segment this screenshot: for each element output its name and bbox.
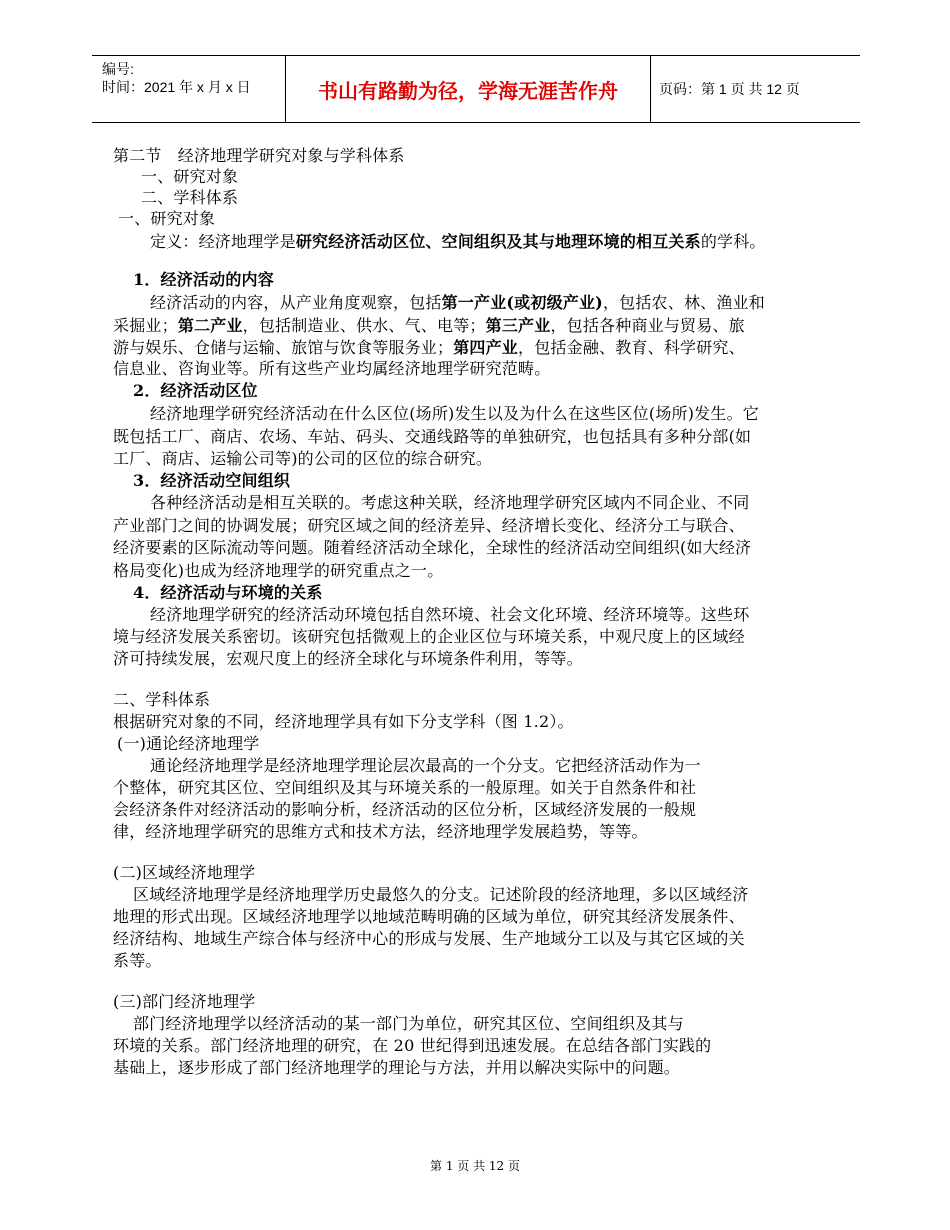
- header-number-label: 编号:: [102, 61, 134, 77]
- subsection-heading: 1．经济活动的内容: [133, 270, 274, 289]
- paragraph-line: 信息业、咨询业等。所有这些产业均属经济地理学研究范畴。: [113, 359, 551, 378]
- paragraph-line: 根据研究对象的不同，经济地理学具有如下分支学科（图 1.2）。: [113, 712, 574, 731]
- outline-item: 二、学科体系: [141, 188, 239, 207]
- subsection-heading: 4．经济活动与环境的关系: [133, 583, 323, 602]
- paragraph-line: 地理的形式出现。区域经济地理学以地域范畴明确的区域为单位，研究其经济发展条件、: [113, 907, 745, 926]
- paragraph-line: 游与娱乐、仓储与运输、旅馆与饮食等服务业；第四产业，包括金融、教育、科学研究、: [113, 338, 745, 357]
- paragraph-line: 部门经济地理学以经济活动的某一部门为单位，研究其区位、空间组织及其与: [133, 1014, 684, 1033]
- outline-item: 一、研究对象: [141, 167, 239, 186]
- paragraph-line: 经济活动的内容，从产业角度观察，包括第一产业(或初级产业)，包括农、林、渔业和: [150, 293, 765, 312]
- paragraph-line: 境与经济发展关系密切。该研究包括微观上的企业区位与环境关系，中观尺度上的区域经: [113, 627, 745, 646]
- subsection-heading: 3．经济活动空间组织: [133, 471, 291, 490]
- section-title: 第二节 经济地理学研究对象与学科体系: [113, 146, 405, 165]
- paragraph-line: 个整体，研究其区位、空间组织及其与环境关系的一般原理。如关于自然条件和社: [113, 778, 697, 797]
- paragraph-line: 基础上，逐步形成了部门经济地理学的理论与方法，并用以解决实际中的问题。: [113, 1058, 681, 1077]
- paragraph-line: 经济地理学研究经济活动在什么区位(场所)发生以及为什么在这些区位(场所)发生。它: [150, 404, 759, 423]
- page-header: [92, 55, 860, 123]
- paragraph-line: 产业部门之间的协调发展；研究区域之间的经济差异、经济增长变化、经济分工与联合、: [113, 516, 745, 535]
- branch-heading: (二)区域经济地理学: [113, 863, 256, 882]
- branch-heading: (三)部门经济地理学: [113, 992, 256, 1011]
- part-heading: 一、研究对象: [118, 209, 216, 228]
- header-time-label: 时间：2021 年 x 月 x 日: [102, 79, 251, 95]
- header-page-info: 页码：第 1 页 共 12 页: [659, 81, 800, 97]
- paragraph-line: 采掘业；第二产业，包括制造业、供水、气、电等；第三产业，包括各种商业与贸易、旅: [113, 316, 745, 335]
- paragraph-line: 律，经济地理学研究的思维方式和技术方法，经济地理学发展趋势，等等。: [113, 822, 648, 841]
- paragraph-line: 系等。: [113, 951, 162, 970]
- paragraph-line: 济可持续发展，宏观尺度上的经济全球化与环境条件利用，等等。: [113, 649, 583, 668]
- paragraph-line: 工厂、商店、运输公司等)的公司的区位的综合研究。: [113, 449, 493, 468]
- paragraph-line: 经济要素的区际流动等问题。随着经济活动全球化，全球性的经济活动空间组织(如大经济: [113, 538, 752, 557]
- paragraph-line: 格局变化)也成为经济地理学的研究重点之一。: [113, 561, 444, 580]
- subsection-heading: 2．经济活动区位: [133, 381, 258, 400]
- header-motto: 书山有路勤为径，学海无涯苦作舟: [286, 56, 651, 122]
- paragraph-line: 经济结构、地域生产综合体与经济中心的形成与发展、生产地域分工以及与其它区域的关: [113, 929, 745, 948]
- paragraph-line: 会经济条件对经济活动的影响分析，经济活动的区位分析，区域经济发展的一般规: [113, 800, 697, 819]
- paragraph-line: 通论经济地理学是经济地理学理论层次最高的一个分支。它把经济活动作为一: [150, 756, 701, 775]
- paragraph-line: 区域经济地理学是经济地理学历史最悠久的分支。记述阶段的经济地理，多以区域经济: [133, 885, 749, 904]
- paragraph-line: 经济地理学研究的经济活动环境包括自然环境、社会文化环境、经济环境等。这些环: [150, 605, 750, 624]
- definition-line: 定义：经济地理学是研究经济活动区位、空间组织及其与地理环境的相互关系的学科。: [150, 232, 766, 251]
- paragraph-line: 环境的关系。部门经济地理的研究，在 20 世纪得到迅速发展。在总结各部门实践的: [113, 1036, 712, 1055]
- page-footer: 第 1 页 共 12 页: [430, 1159, 520, 1173]
- part-heading: 二、学科体系: [113, 690, 211, 709]
- paragraph-line: 既包括工厂、商店、农场、车站、码头、交通线路等的单独研究，也包括具有多种分部(如: [113, 427, 752, 446]
- branch-heading: (一)通论经济地理学: [117, 734, 260, 753]
- paragraph-line: 各种经济活动是相互关联的。考虑这种关联，经济地理学研究区域内不同企业、不同: [150, 493, 750, 512]
- header-meta: [92, 56, 286, 122]
